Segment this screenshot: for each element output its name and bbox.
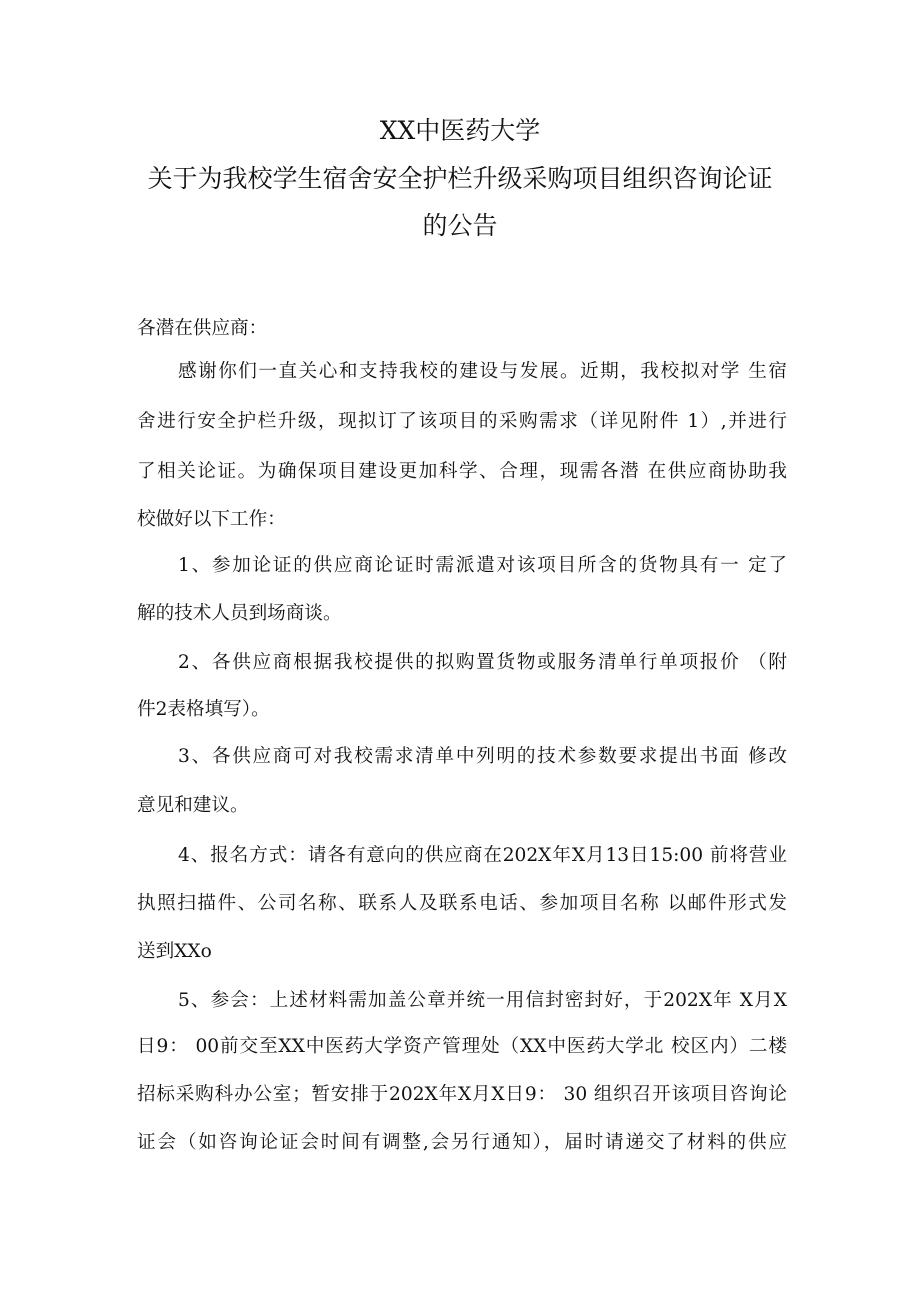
item-5-line: 5、参会：上述材料需加盖公章并统一用信封密封好，于202X年 X月X <box>178 990 787 1011</box>
item-4-line: 送到XXo <box>137 941 212 962</box>
paragraph-intro-line: 校做好以下工作： <box>137 509 286 530</box>
item-4-line: 执照扫描件、公司名称、联系人及联系电话、参加项目名称 以邮件形式发 <box>137 893 787 914</box>
paragraph-intro-line: 舍进行安全护栏升级，现拟订了该项目的采购需求（详见附件 1）,并进行 <box>137 411 787 432</box>
item-1-line: 1、参加论证的供应商论证时需派遣对该项目所含的货物具有一 定了 <box>178 555 787 576</box>
paragraph-intro-line: 感谢你们一直关心和支持我校的建设与发展。近期，我校拟对学 生宿 <box>178 361 787 382</box>
university-title: XX中医药大学 <box>379 116 541 145</box>
item-5-line: 招标采购科办公室；暂安排于202X年X月X日9： 30 组织召开该项目咨询论 <box>137 1084 787 1105</box>
item-1-line: 解的技术人员到场商谈。 <box>137 603 342 624</box>
item-5-line: 日9： 00前交至XX中医药大学资产管理处（XX中医药大学北 校区内）二楼 <box>137 1036 787 1057</box>
item-5-line: 证会（如咨询论证会时间有调整,会另行通知），届时请递交了材料的供应 <box>137 1132 787 1153</box>
item-3-line: 意见和建议。 <box>137 795 249 816</box>
item-3-line: 3、各供应商可对我校需求清单中列明的技术参数要求提出书面 修改 <box>178 746 787 767</box>
item-2-line: 2、各供应商根据我校提供的拟购置货物或服务清单行单项报价 （附 <box>178 652 787 673</box>
item-2-line: 件2表格填写）。 <box>137 699 270 720</box>
paragraph-intro-line: 了相关论证。为确保项目建设更加科学、合理，现需各潜 在供应商协助我 <box>137 461 787 482</box>
announcement-title-line-2: 的公告 <box>422 211 498 240</box>
item-4-line: 4、报名方式：请各有意向的供应商在202X年X月13日15:00 前将营业 <box>178 845 787 866</box>
announcement-title-line-1: 关于为我校学生宿舍安全护栏升级采购项目组织咨询论证 <box>147 164 773 193</box>
salutation: 各潜在供应商： <box>137 318 268 339</box>
